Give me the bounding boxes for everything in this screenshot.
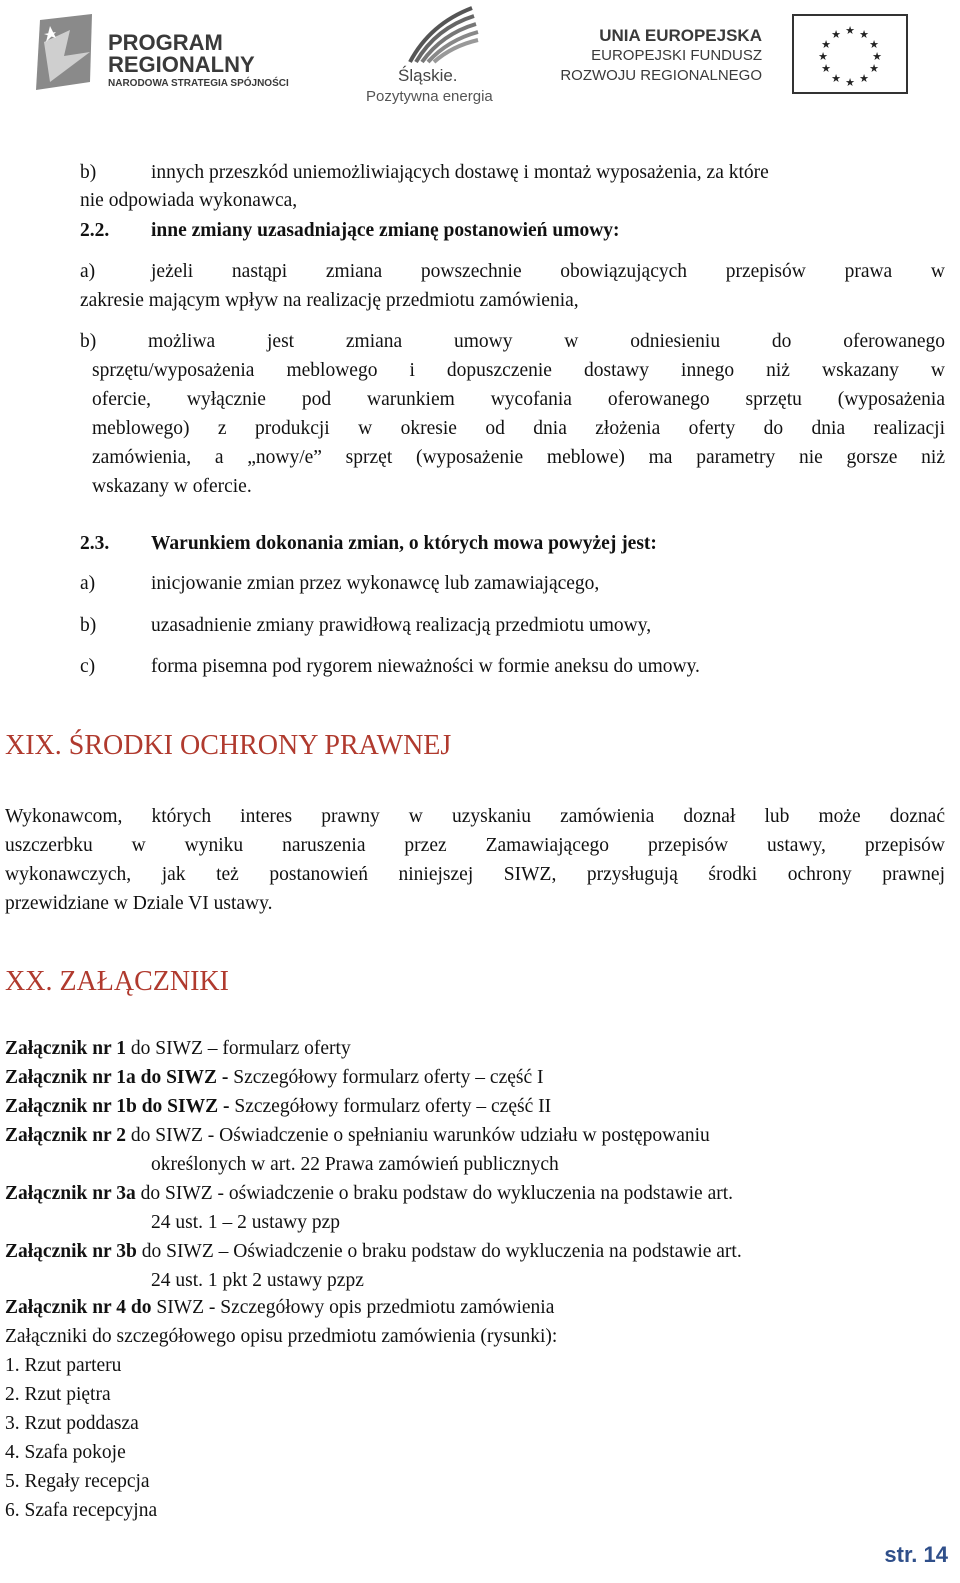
svg-text:★: ★ <box>831 28 841 41</box>
section-2-2-title: inne zmiany uzasadniające zmianę postanowień umowy: <box>151 220 620 241</box>
item-a2-line2: zakresie mającym wpływ na realizację przedmiotu zamówienia, <box>80 290 579 311</box>
section-2-3-title: Warunkiem dokonania zmian, o których mowa powyżej jest: <box>151 533 657 554</box>
item-b2-line6: wskazany w ofercie. <box>92 476 252 497</box>
svg-text:★: ★ <box>859 72 869 85</box>
page-number: str. 14 <box>884 1542 948 1567</box>
logo-center-line2: Pozytywna energia <box>366 88 493 105</box>
logo-center-line1: Śląskie. <box>398 66 458 85</box>
unia-europejska-logo <box>560 14 952 94</box>
logo-right-line2: EUROPEJSKI FUNDUSZ <box>591 47 762 64</box>
svg-text:★: ★ <box>859 28 869 41</box>
item-b-line2: nie odpowiada wykonawca, <box>80 190 298 211</box>
item-a2-label: a) <box>80 261 96 282</box>
drawing-item: 1. Rzut parteru <box>5 1355 122 1376</box>
eu-flag-icon <box>792 14 908 94</box>
attachment-3a-continuation: 24 ust. 1 – 2 ustawy pzp <box>151 1212 341 1233</box>
svg-text:★: ★ <box>821 38 831 51</box>
cond-c-label: c) <box>80 656 96 677</box>
cond-b-label: b) <box>80 615 97 636</box>
attachment-3b-continuation: 24 ust. 1 pkt 2 ustawy pzpz <box>151 1270 364 1291</box>
svg-text:★: ★ <box>818 50 828 63</box>
item-b2-line3: ofercie, wyłącznie pod warunkiem wycofania oferowanego sprzętu (wyposażenia <box>92 389 945 410</box>
cond-c-text: forma pisemna pod rygorem nieważności w formie aneksu do umowy. <box>151 656 700 677</box>
cond-a-label: a) <box>80 573 96 594</box>
svg-text:★: ★ <box>869 38 879 51</box>
attachment-3b: Załącznik nr 3b do SIWZ – Oświadczenie o braku podstaw do wykluczenia na podstawie art. <box>5 1241 742 1262</box>
svg-text:★: ★ <box>845 24 855 37</box>
logo-left-line2: REGIONALNY <box>108 52 255 77</box>
attachment-3a: Załącznik nr 3a do SIWZ - oświadczenie o braku podstaw do wykluczenia na podstawie art. <box>5 1183 734 1204</box>
section-xix-line4: przewidziane w Dziale VI ustawy. <box>5 893 273 914</box>
svg-text:★: ★ <box>831 72 841 85</box>
section-xix-line3: wykonawczych, jak też postanowień niniejszej SIWZ, przysługują środki ochrony prawnej <box>5 864 945 885</box>
logo-left-line1: PROGRAM <box>108 30 223 55</box>
attachment-2-continuation: określonych w art. 22 Prawa zamówień publicznych <box>151 1154 559 1175</box>
slaskie-logo <box>360 4 520 108</box>
cond-b-text: uzasadnienie zmiany prawidłową realizacją przedmiotu umowy, <box>151 615 652 636</box>
drawing-item: 4. Szafa pokoje <box>5 1442 126 1463</box>
item-b2-line1: b) możliwa jest zmiana umowy w odniesieniu do oferowanego <box>80 331 945 352</box>
item-a2-line1: jeżeli nastąpi zmiana powszechnie obowiązujących przepisów prawa w <box>151 261 945 282</box>
item-b-line1: innych przeszkód uniemożliwiających dostawę i montaż wyposażenia, za które <box>151 162 769 183</box>
logo-left-line3: NARODOWA STRATEGIA SPÓJNOŚCI <box>108 78 289 89</box>
cond-a-text: inicjowanie zmian przez wykonawcę lub zamawiającego, <box>151 573 600 594</box>
slaskie-swoosh-icon <box>390 4 480 66</box>
drawing-item: 5. Regały recepcja <box>5 1471 150 1492</box>
section-2-3-number: 2.3. <box>80 533 110 554</box>
drawings-intro: Załączniki do szczegółowego opisu przedmiotu zamówienia (rysunki): <box>5 1326 558 1347</box>
svg-text:★: ★ <box>869 62 879 75</box>
item-b2-line5: zamówienia, a „nowy/e” sprzęt (wyposażenie meblowe) ma parametry nie gorsze niż <box>92 447 945 468</box>
drawing-item: 6. Szafa recepcyjna <box>5 1500 158 1521</box>
item-b2-line4: meblowego) z produkcji w okresie od dnia złożenia oferty do dnia realizacji <box>92 418 945 439</box>
program-regionalny-logo <box>30 12 320 92</box>
section-xix-heading: XIX. ŚRODKI OCHRONY PRAWNEJ <box>5 730 452 761</box>
program-regionalny-emblem-icon <box>30 12 100 92</box>
attachment-4: Załącznik nr 4 do SIWZ - Szczegółowy opis przedmiotu zamówienia <box>5 1297 555 1318</box>
attachment-2: Załącznik nr 2 do SIWZ - Oświadczenie o spełnianiu warunków udziału w postępowaniu <box>5 1125 710 1146</box>
header-logos <box>0 0 960 110</box>
attachment-1b: Załącznik nr 1b do SIWZ - Szczegółowy formularz oferty – część II <box>5 1096 552 1117</box>
svg-text:★: ★ <box>821 62 831 75</box>
logo-right-line1: UNIA EUROPEJSKA <box>599 26 762 45</box>
drawing-item: 3. Rzut poddasza <box>5 1413 139 1434</box>
section-2-2-number: 2.2. <box>80 220 110 241</box>
item-b-label: b) <box>80 162 97 183</box>
logo-right-line3: ROZWOJU REGIONALNEGO <box>560 67 762 84</box>
drawing-item: 2. Rzut piętra <box>5 1384 111 1405</box>
section-xix-line1: Wykonawcom, których interes prawny w uzyskaniu zamówienia doznał lub może doznać <box>5 806 945 827</box>
item-b2-line2: sprzętu/wyposażenia meblowego i dopuszczenie dostawy innego niż wskazany w <box>92 360 945 381</box>
section-xix-line2: uszczerbku w wyniku naruszenia przez Zamawiającego przepisów ustawy, przepisów <box>5 835 945 856</box>
attachment-1: Załącznik nr 1 do SIWZ – formularz oferty <box>5 1038 351 1059</box>
attachment-1a: Załącznik nr 1a do SIWZ - Szczegółowy formularz oferty – część I <box>5 1067 544 1088</box>
section-xx-heading: XX. ZAŁĄCZNIKI <box>5 966 229 997</box>
svg-text:★: ★ <box>845 76 855 89</box>
svg-text:★: ★ <box>872 50 882 63</box>
